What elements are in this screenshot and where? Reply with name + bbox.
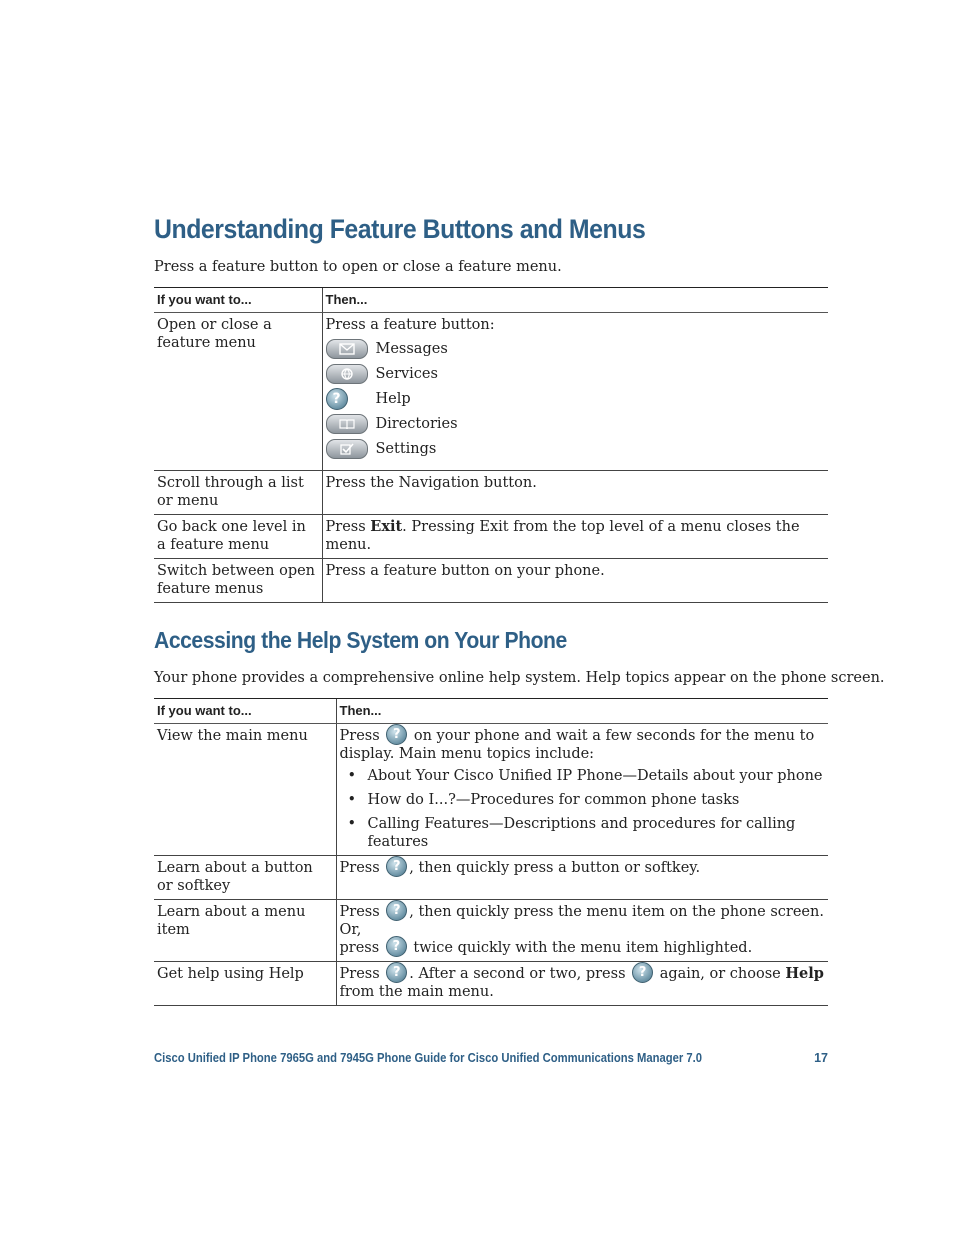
- question-icon: ?: [326, 388, 348, 410]
- feature-buttons-table: [154, 287, 828, 603]
- feature-label: Settings: [375, 440, 437, 457]
- help-question-icon: ?: [386, 900, 407, 921]
- row-want: Go back one level in a feature menu: [154, 515, 322, 559]
- feature-messages: [326, 336, 826, 361]
- table-header-row: [154, 288, 828, 313]
- main-menu-topics-list: [340, 767, 826, 851]
- row-want: Scroll through a list or menu: [154, 471, 322, 515]
- page-number: 17: [814, 1051, 828, 1065]
- section-intro-help-system: Your phone provides a comprehensive online help system. Help topics appear on the phone screen.: [154, 670, 885, 686]
- table-row: [154, 900, 828, 962]
- table-row: [154, 856, 828, 900]
- checkbox-icon: [326, 439, 368, 459]
- table-row: [154, 962, 828, 1006]
- help-question-icon: ?: [386, 856, 407, 877]
- row-want: View the main menu: [154, 724, 336, 856]
- table-row: [154, 515, 828, 559]
- exit-key-label: Exit: [370, 518, 403, 535]
- table-row: [154, 559, 828, 603]
- help-question-icon: ?: [386, 936, 407, 957]
- help-question-icon: ?: [386, 724, 407, 745]
- row-then: Press ? , then quickly press a button or softkey.: [336, 856, 828, 900]
- row-want: Open or close a feature menu: [154, 313, 322, 471]
- row-want: Learn about a button or softkey: [154, 856, 336, 900]
- feature-directories: [326, 411, 826, 436]
- section-title-feature-buttons: Understanding Feature Buttons and Menus: [154, 214, 646, 244]
- envelope-icon: [326, 339, 368, 359]
- list-item: • Calling Features—Descriptions and procedures for calling features: [368, 815, 826, 851]
- row-then: Press Exit. Pressing Exit from the top level of a menu closes the menu.: [322, 515, 828, 559]
- table-row: [154, 724, 828, 856]
- row-then: Press a feature button on your phone.: [322, 559, 828, 603]
- help-menu-label: Help: [785, 965, 824, 982]
- header-want: If you want to...: [154, 699, 336, 724]
- row-then: Press the Navigation button.: [322, 471, 828, 515]
- header-then: Then...: [336, 699, 828, 724]
- help-question-icon: ?: [386, 962, 407, 983]
- header-want: If you want to...: [154, 288, 322, 313]
- feature-help: [326, 386, 826, 411]
- section-intro-feature-buttons: Press a feature button to open or close a feature menu.: [154, 259, 562, 275]
- feature-label: Help: [375, 390, 411, 407]
- book-icon: [326, 414, 368, 434]
- table-header-row: [154, 699, 828, 724]
- row-then: Press ? on your phone and wait a few seconds for the menu to display. Main menu topics include: • About Your Cisco Unified IP Phone—Details about your phone • How do I...?—Procedures for common phone tasks • Calling Features—Descriptions and procedures for calling features: [336, 724, 828, 856]
- help-question-icon: ?: [632, 962, 653, 983]
- feature-label: Services: [375, 365, 438, 382]
- globe-icon: [326, 364, 368, 384]
- section-title-help-system: Accessing the Help System on Your Phone: [154, 627, 567, 653]
- row-then: Press ? , then quickly press the menu item on the phone screen. Or, press ? twice quickly with the menu item highlighted.: [336, 900, 828, 962]
- list-item: • How do I...?—Procedures for common phone tasks: [368, 791, 826, 809]
- row-want: Learn about a menu item: [154, 900, 336, 962]
- feature-settings: [326, 436, 826, 461]
- feature-label: Directories: [375, 415, 458, 432]
- row-want: Switch between open feature menus: [154, 559, 322, 603]
- footer-title: Cisco Unified IP Phone 7965G and 7945G Phone Guide for Cisco Unified Communications Manager 7.0: [154, 1051, 703, 1065]
- feature-label: Messages: [375, 340, 448, 357]
- help-system-table: [154, 698, 828, 1006]
- list-item: • About Your Cisco Unified IP Phone—Details about your phone: [368, 767, 826, 785]
- row-then: Press ? . After a second or two, press ? again, or choose Help from the main menu.: [336, 962, 828, 1006]
- feature-services: [326, 361, 826, 386]
- row-then: [322, 313, 828, 471]
- row-want: Get help using Help: [154, 962, 336, 1006]
- then-text: Press a feature button:: [325, 317, 495, 333]
- header-then: Then...: [322, 288, 828, 313]
- table-row: [154, 471, 828, 515]
- table-row: [154, 313, 828, 471]
